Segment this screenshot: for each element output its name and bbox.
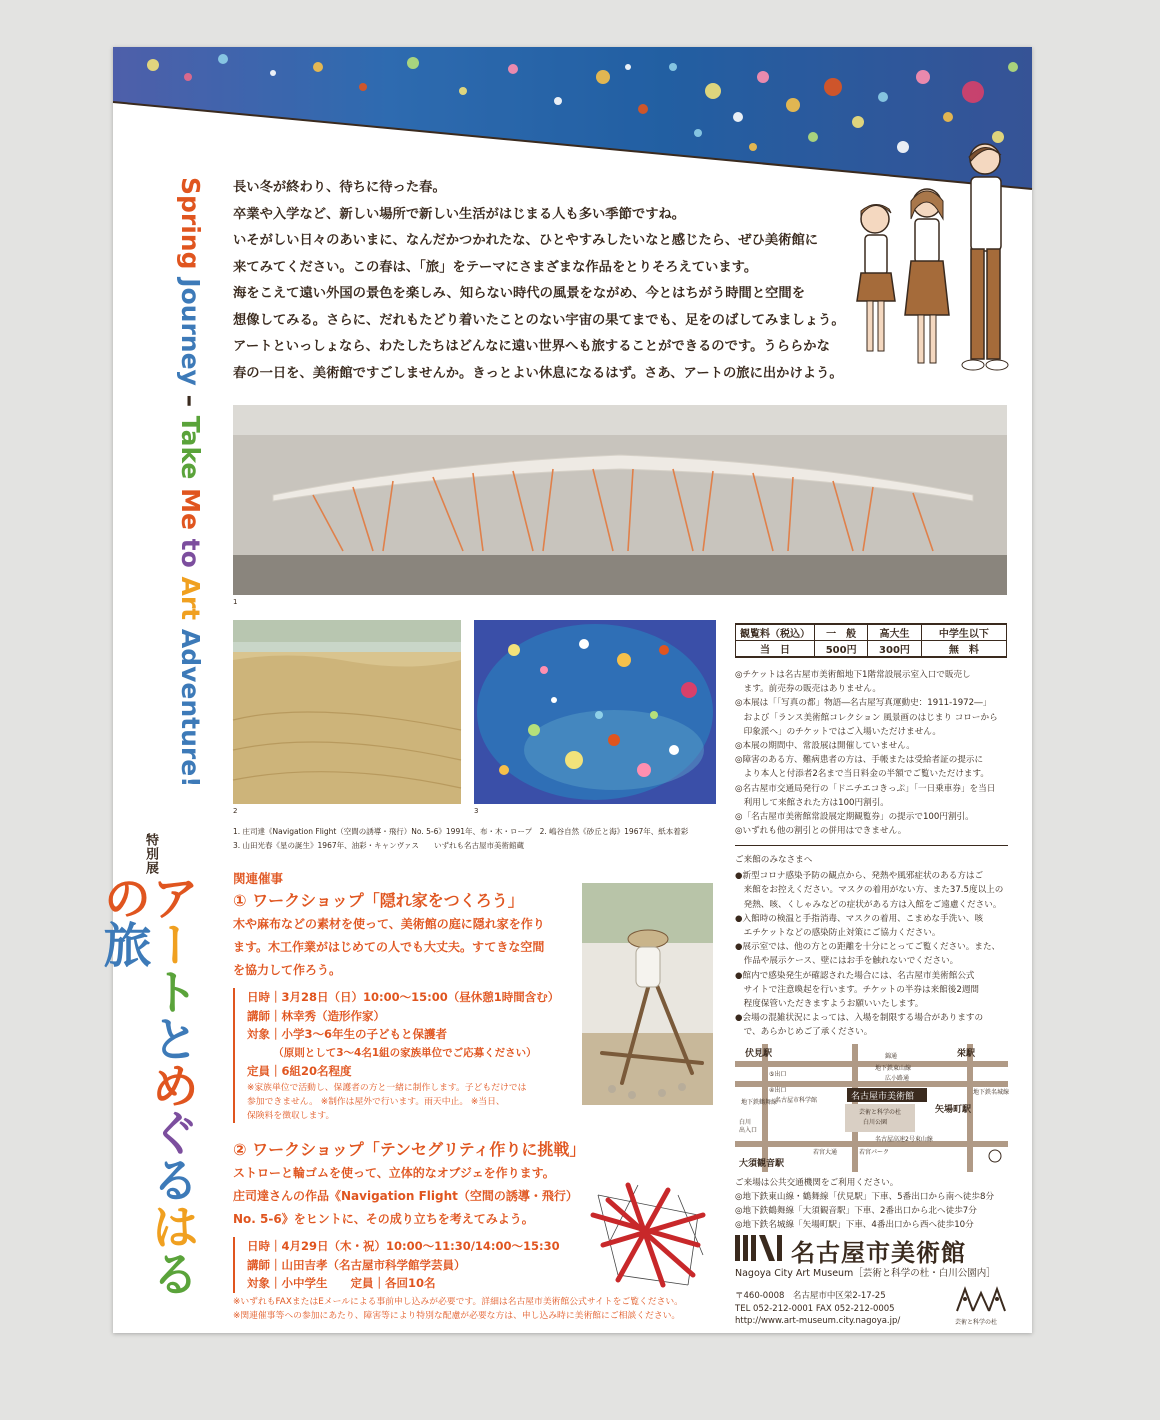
desc-line: ストローと輪ゴムを使って、立体的なオブジェを作ります。: [233, 1166, 555, 1180]
map-station-label: 伏見駅: [745, 1049, 773, 1059]
title-segment: Journey: [176, 278, 205, 386]
note-line: 印象派へ」のチケットではご入場いただけません。: [735, 726, 941, 737]
artwork-captions: [233, 825, 753, 853]
title-segment: to: [176, 538, 205, 577]
detail-line: 日時｜4月29日（木・祝）10:00～11:30/14:00～15:30: [247, 1239, 560, 1253]
events-footnote: [233, 1295, 733, 1323]
footnote-line: ※いずれもFAXまたはEメールによる事前申し込みが必要です。詳細は名古屋市美術館公式サイトをご覧ください。: [233, 1297, 683, 1307]
note-line: および「ランス美術館コレクション 風景画のはじまり コローから: [735, 712, 998, 723]
footnote-line: ※関連催事等への参加にあたり、障害等により特別な配慮が必要な方は、申し込み時に美術館にご相談ください。: [233, 1311, 681, 1321]
access-line: ◎地下鉄鶴舞線「大須観音駅」下車、2番出口から北へ徒歩7分: [735, 1206, 977, 1216]
notice-line: エチケットなどの感染防止対策にご協力ください。: [735, 928, 941, 939]
title-char: る: [143, 1249, 199, 1296]
access-info: [735, 1176, 1017, 1232]
park-mark: [955, 1285, 1009, 1325]
intro-line: 春の一日を、美術館ですごしませんか。きっとよい休息になるはず。さあ、アートの旅に出かけよう。: [233, 365, 843, 381]
flyer-sheet: [95, 47, 1032, 1333]
caption-line: 3. 山田光春《星の誕生》1967年、油彩・キャンヴァス いずれも名古屋市美術館蔵: [233, 841, 525, 850]
fee-cell: 当 日: [736, 641, 815, 658]
detail-line: 定員｜6組20名程度: [247, 1064, 352, 1078]
fee-header: 一 般: [815, 624, 868, 641]
title-segment: –: [176, 385, 205, 416]
note-line: 参加できません。 ※制作は屋外で行います。雨天中止。 ※当日、: [247, 1096, 505, 1107]
workshop-2-title: ② ワークショップ「テンセグリティ作りに挑戦」: [233, 1140, 586, 1159]
title-segment: Art: [176, 576, 205, 629]
ticket-notes: [735, 668, 1017, 838]
map-station-label: 栄駅: [957, 1049, 976, 1059]
title-char: ぐ: [143, 1108, 199, 1155]
desc-line: ます。木工作業がはじめての人でも大丈夫。すてきな空間: [233, 940, 545, 954]
exhibition-label: 特別展: [143, 833, 158, 875]
photo-number: 2: [233, 807, 238, 815]
fee-header: 高大生: [868, 624, 921, 641]
map-label: 若宮パーク: [859, 1149, 890, 1156]
title-char: め: [143, 1061, 199, 1108]
note-line: ◎本展は「「写真の都」物語―名古屋写真運動史：1911-1972―」: [735, 698, 992, 709]
map-label: 地下鉄東山線: [875, 1065, 912, 1072]
visitor-notice: [735, 853, 1017, 1040]
intro-text: [233, 175, 845, 387]
title-segment: Take: [176, 415, 205, 489]
star-painting: [474, 620, 716, 804]
map-station-label: 大須観音駅: [739, 1159, 785, 1169]
address-line: 〒460-0008 名古屋市中区栄2-17-25: [735, 1291, 886, 1301]
map-station-label: 矢場町駅: [935, 1105, 972, 1115]
map-label: 地下鉄名城線: [973, 1089, 1010, 1096]
intro-line: 来てみてください。この春は、「旅」をテーマにさまざまな作品をとりそろえています。: [233, 259, 758, 275]
notice-line: ●入館時の検温と手指消毒、マスクの着用、こまめな手洗い、咳: [735, 913, 984, 924]
workshop-1-title: ① ワークショップ「隠れ家をつくろう」: [233, 891, 524, 910]
intro-line: 卒業や入学など、新しい場所で新しい生活がはじまる人も多い季節ですね。: [233, 206, 686, 222]
note-line: ※家族単位で活動し、保護者の方と一緒に制作します。子どもだけでは: [247, 1082, 527, 1093]
main-japanese-title: [95, 873, 199, 1333]
map-label: 若宮大通: [813, 1149, 838, 1156]
fee-cell: 500円: [815, 641, 868, 658]
museum-logo-icon: [735, 1235, 783, 1261]
note-line: ◎障害のある方、難病患者の方は、手帳または受給者証の提示に: [735, 755, 984, 766]
vertical-english-title: [143, 177, 203, 797]
museum-name: 名古屋市美術館: [791, 1239, 966, 1267]
title-char: ア: [143, 873, 199, 920]
map-label: 出入口: [739, 1127, 758, 1134]
intro-line: 長い冬が終わり、待ちに待った春。: [233, 180, 446, 195]
title-char: と: [143, 1014, 199, 1061]
park-mark-label: 芸術と科学の杜: [955, 1319, 998, 1326]
title-char: の: [95, 873, 151, 920]
people-illustration: [845, 139, 1025, 379]
fee-header: 観覧料（税込）: [736, 624, 815, 641]
access-line: ◎地下鉄東山線・鶴舞線「伏見駅」下車、5番出口から南へ徒歩8分: [735, 1192, 995, 1202]
title-segment: Me: [176, 488, 205, 539]
title-char: ト: [143, 967, 199, 1014]
title-char: 旅: [95, 920, 151, 967]
divider: [735, 845, 1008, 846]
title-char: る: [143, 1155, 199, 1202]
desc-line: を協力して作ろう。: [233, 963, 342, 977]
photo-number: 3: [474, 807, 479, 815]
intro-line: いそがしい日々のあいまに、なんだかつかれたな、ひとやすみしたいなと感じたら、ぜひ美術館に: [233, 233, 819, 248]
address-line: TEL 052-212-0001 FAX 052-212-0005: [735, 1303, 895, 1314]
fee-header: 中学生以下: [921, 624, 1006, 641]
photo-number: 1: [233, 598, 238, 606]
notice-line: 作品や展示ケース、壁にはお手を触れないでください。: [735, 956, 959, 967]
tensegrity-sculpture: [578, 1175, 718, 1295]
notice-line: 来館をお控えください。マスクの着用がない方、また37.5度以上の: [735, 885, 1004, 896]
fee-cell: 300円: [868, 641, 921, 658]
map-museum-label: 名古屋市美術館: [851, 1092, 915, 1102]
detail-line: 日時｜3月28日（日）10:00～15:00（昼休憩1時間含む）: [247, 990, 560, 1004]
notice-line: ●新型コロナ感染予防の観点から、発熱や風邪症状のある方はご: [735, 871, 984, 882]
note-line: 保険料を徴収します。: [247, 1110, 335, 1121]
note-line: 利用して来館された方は100円割引。: [735, 797, 889, 808]
website-link[interactable]: http://www.art-museum.city.nagoya.jp/: [735, 1316, 901, 1326]
notice-line: ●展示室では、他の方との距離を十分にとってご覧ください。また、: [735, 942, 1001, 953]
note-line: より本人と付添者2名まで当日料金の半額でご覧いただけます。: [735, 769, 989, 780]
notice-line: ●会場の混雑状況によっては、入場を制限する場合がありますの: [735, 1013, 984, 1024]
fee-cell: 無 料: [921, 641, 1006, 658]
museum-logo: [735, 1233, 1025, 1283]
notice-line: ●館内で感染発生が確認された場合には、名古屋市美術館公式: [735, 970, 975, 981]
access-line: ご来場は公共交通機関をご利用ください。: [735, 1178, 899, 1188]
detail-line: 対象｜小中学生 定員｜各回10名: [247, 1276, 436, 1290]
note-line: ます。前売券の販売はありません。: [735, 684, 881, 695]
title-char: は: [143, 1202, 199, 1249]
map-park-label: 芸術と科学の杜: [859, 1109, 902, 1116]
access-map: [735, 1044, 1008, 1172]
installation-photo: [233, 405, 1007, 595]
notice-line: 発熱、咳、くしゃみなどの症状がある方は入館をご遠慮ください。: [735, 899, 1002, 910]
fee-header-row: [736, 624, 1007, 641]
note-line: ◎名古屋市交通局発行の「ドニチエコきっぷ」「一日乗車券」を当日: [735, 783, 996, 794]
museum-name-en: Nagoya City Art Museum［芸術と科学の杜・白川公園内］: [735, 1268, 996, 1279]
detail-line: 講師｜山田吉孝（名古屋市科学館学芸員）: [247, 1257, 466, 1272]
map-label: 地下鉄鶴舞線: [741, 1099, 778, 1106]
note-line: ◎チケットは名古屋市美術館地下1階常設展示室入口で販売し: [735, 670, 971, 680]
dune-painting: [233, 620, 461, 804]
intro-line: 想像してみる。さらに、だれもたどり着いたことのない宇宙の果てまでも、足をのばしてみましょう。: [233, 312, 845, 328]
access-line: ◎地下鉄名城線「矢場町駅」下車、4番出口から西へ徒歩10分: [735, 1220, 974, 1230]
fee-row: [736, 641, 1007, 658]
events-heading: 関連催事: [233, 871, 284, 886]
hideout-photo: [582, 883, 713, 1105]
note-line: ◎本展の期間中、常設展は開催していません。: [735, 741, 915, 752]
visitor-notice-heading: ご来館のみなさまへ: [735, 855, 813, 865]
intro-line: 海をこえて遠い外国の景色を楽しみ、知らない時代の風景をながめ、今とはちがう時間と空間を: [233, 286, 806, 301]
intro-line: アートといっしょなら、わたしたちはどんなに遠い世界へも旅することができるのです。うららかな: [233, 339, 830, 354]
map-park-label: 白川公園: [863, 1119, 888, 1126]
map-label: 錦通: [885, 1053, 898, 1060]
map-label: 名古屋市科学館: [775, 1097, 818, 1104]
caption-line: 1. 庄司達《Navigation Flight（空間の誘導・飛行）No. 5-6》1991年、布・木・ロープ 2. 嶋谷自然《砂丘と海》1967年、紙本着彩: [233, 827, 689, 836]
admission-fee-table: [735, 623, 1007, 658]
museum-address: [735, 1290, 965, 1328]
notice-line: サイトで注意喚起を行います。チケットの半券は来館後2週間: [735, 984, 980, 995]
map-label: 白川: [739, 1119, 752, 1126]
note-line: ◎いずれも他の割引との併用はできません。: [735, 826, 907, 837]
detail-line: （原則として3～4名1組の家族単位でご応募ください）: [247, 1046, 537, 1059]
detail-line: 講師｜林幸秀（造形作家）: [247, 1008, 385, 1023]
park-mark-icon: [955, 1285, 1009, 1313]
map-label: 広小路通: [885, 1075, 910, 1082]
detail-line: 対象｜小学3～6年生の子どもと保護者: [247, 1027, 448, 1041]
map-label: ④出口: [769, 1087, 787, 1094]
notice-line: 程度保管いただきますようお願いいたします。: [735, 999, 924, 1010]
title-segment: Adventure!: [176, 628, 205, 788]
title-char: ー: [143, 920, 199, 967]
desc-line: 庄司達さんの作品《Navigation Flight（空間の誘導・飛行）: [233, 1189, 578, 1203]
desc-line: No. 5-6》をヒントに、その成り立ちを考えてみよう。: [233, 1212, 534, 1226]
note-line: ◎「名古屋市美術館常設展定期観覧券」の提示で100円割引。: [735, 812, 974, 823]
title-segment: Spring: [176, 177, 205, 279]
desc-line: 木や麻布などの素材を使って、美術館の庭に隠れ家を作り: [233, 917, 545, 931]
map-label: ⑤出口: [769, 1071, 787, 1078]
map-label: 名古屋高速2号東山線: [875, 1136, 933, 1143]
notice-line: で、あらかじめご了承ください。: [735, 1027, 873, 1038]
